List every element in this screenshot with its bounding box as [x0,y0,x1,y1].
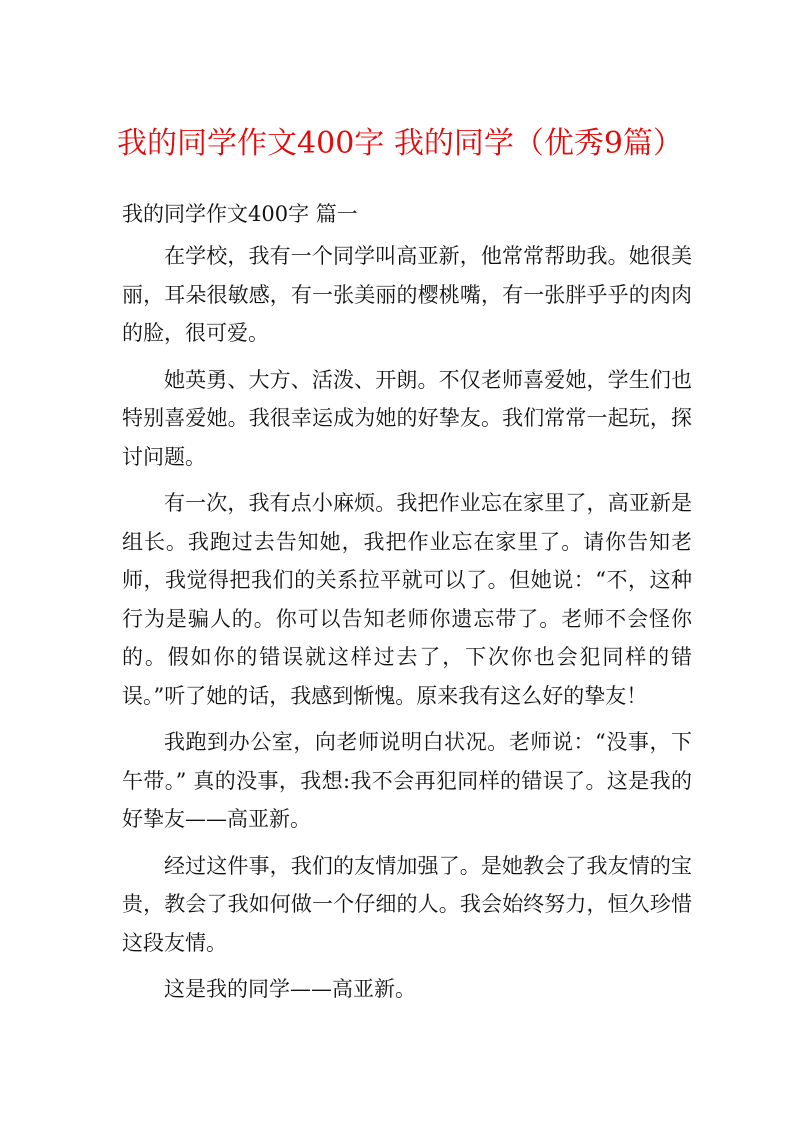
paragraph: 这是我的同学——高亚新。 [164,977,416,1001]
paragraph: 经过这件事，我们的友情加强了。是她教会了我友情的宝贵，教会了我如何做一个仔细的人。我会始终努力，恒久珍惜这段友情。 [122,853,692,955]
paragraph: 有一次，我有点小麻烦。我把作业忘在家里了，高亚新是组长。我跑过去告知她，我把作业忘在家里了。请你告知老师，我觉得把我们的关系拉平就可以了。但她说：“不，这种行为是骗人的。你可以告知老师你遗忘带了。老师不会怪你的。假如你的错误就这样过去了，下次你也会犯同样的错误。”听了她的话，我感到惭愧。原来我有这么好的挚友！ [122,491,692,708]
essay-body [122,237,692,1017]
paragraph: 她英勇、大方、活泼、开朗。不仅老师喜爱她，学生们也特别喜爱她。我很幸运成为她的好挚友。我们常常一起玩，探讨问题。 [122,367,692,469]
paragraph: 我跑到办公室，向老师说明白状况。老师说：“没事，下午带。” 真的没事，我想:我不会再犯同样的错误了。这是我的好挚友——高亚新。 [122,730,692,831]
section-heading: 我的同学作文400字 篇一 [122,202,358,226]
document-title: 我的同学作文400字 我的同学（优秀9篇） [117,126,683,161]
paragraph: 在学校，我有一个同学叫高亚新，他常常帮助我。她很美丽，耳朵很敏感，有一张美丽的樱桃嘴，有一张胖乎乎的肉肉的脸，很可爱。 [122,244,692,345]
